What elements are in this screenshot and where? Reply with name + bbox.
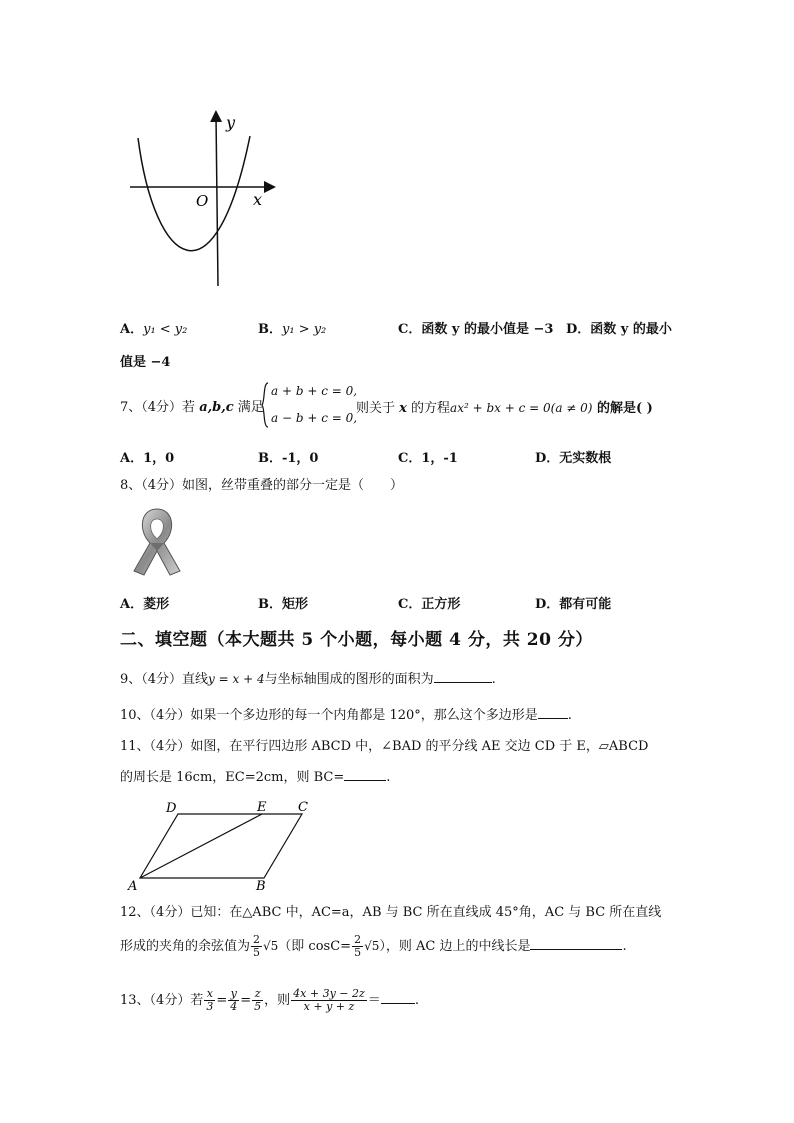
q6-option-a	[120, 318, 187, 337]
q13-frac-x: $\frac{x}{3}$	[206, 987, 214, 1013]
q10-end: .	[567, 708, 572, 723]
q7-vars: a,b,c	[199, 400, 234, 415]
q6-option-b-text: y₁ > y₂	[282, 322, 327, 337]
q12-root-2: √5	[364, 939, 380, 953]
parallelogram-figure	[126, 796, 326, 894]
q13-prefix: 13、（4分）若	[120, 993, 204, 1008]
label-A: A	[128, 879, 138, 894]
q6-option-d-text: 函数 y 的最小	[590, 322, 672, 337]
q6-option-c-label: C．	[398, 322, 422, 337]
q11-line-2	[120, 768, 390, 787]
q11-answer-blank[interactable]	[344, 768, 386, 781]
q7-option-c: C．1，-1	[398, 451, 458, 466]
q12-answer-blank[interactable]	[530, 937, 622, 950]
q6-option-b	[258, 318, 326, 337]
q7-satisfy: 满足	[233, 400, 264, 415]
q6-option-a-text: y₁ < y₂	[143, 322, 188, 337]
q7-number: 7、（4分）若	[120, 400, 200, 415]
q9-line: y = x + 4	[208, 672, 265, 686]
ribbon-image	[128, 505, 186, 577]
q7-equation-text: 的方程	[406, 401, 451, 416]
q8-option-d: D．都有可能	[535, 597, 612, 612]
q12-line-1: 12、（4分）已知：在△ABC 中，AC=a，AB 与 BC 所在直线成 45°角，AC 与 BC 所在直线	[120, 905, 662, 920]
q9-prefix: 9、（4分）直线	[120, 672, 209, 687]
q11-line-2-text: 的周长是 16cm，EC=2cm，则 BC=	[120, 770, 345, 785]
q12-root: √5	[263, 939, 279, 953]
q12-line-2-c: ），则 AC 边上的中线长是	[379, 939, 531, 954]
q7-system-brace	[261, 382, 269, 428]
q9-stem	[120, 670, 496, 689]
q9-suffix: 与坐标轴围成的图形的面积为	[264, 672, 434, 687]
q6-option-d-label: D．	[566, 322, 591, 337]
q12-line-2	[120, 934, 627, 959]
q13-answer-blank[interactable]	[381, 991, 415, 1004]
q13-frac-z: $\frac{z}{5}$	[254, 987, 262, 1013]
q12-line-2-b: （即 cosC=	[278, 939, 352, 954]
q8-option-c: C．正方形	[398, 597, 461, 612]
q6-option-c-text: 函数 y 的最小值是 −3	[421, 322, 554, 337]
q13-big-fraction: $\frac{4x + 3y - 2z}{x + y + z}$	[293, 987, 365, 1013]
q7-equation: ax² + bx + c = 0(a ≠ 0)	[450, 401, 593, 415]
q13-frac-y: $\frac{y}{4}$	[230, 987, 238, 1013]
q8-option-a: A．菱形	[120, 597, 170, 612]
q7-option-b: B．-1，0	[258, 451, 319, 466]
q7-then: 则关于	[356, 401, 400, 416]
parabola-curve	[138, 136, 250, 251]
q10-text: 10、（4分）如果一个多边形的每一个内角都是 120°，那么这个多边形是	[120, 708, 538, 723]
q13-mid: ，则	[264, 993, 291, 1008]
label-D: D	[166, 801, 177, 816]
x-axis-label: x	[253, 190, 263, 209]
q7-stem	[120, 399, 264, 417]
q7-option-a: A．1，0	[120, 451, 175, 466]
q7-option-d: D．无实数根	[535, 451, 612, 466]
y-axis-label: y	[226, 113, 236, 132]
q13-stem: 13、（4分）若 $\frac{x}{3}$ = $\frac{y}{4}$ = $\frac{z}{5}$ ，则 $\frac{4x + 3y - 2z}{x + y + z}$ ＝ .	[120, 987, 419, 1013]
parabola-graph	[120, 108, 280, 293]
q7-x: x	[399, 401, 407, 416]
q8-option-b: B．矩形	[258, 597, 308, 612]
section-2-heading: 二、填空题（本大题共 5 个小题，每小题 4 分，共 20 分）	[120, 630, 593, 650]
q9-end: .	[491, 672, 496, 687]
q13-eq: ＝	[367, 993, 381, 1008]
q7-tail: 的解是( )	[592, 401, 653, 416]
label-E: E	[257, 800, 267, 815]
label-C: C	[298, 800, 308, 815]
q12-line-2-a: 形成的夹角的余弦值为	[120, 939, 251, 954]
q6-option-a-label: A．	[120, 322, 144, 337]
q12-fraction: $\frac{2}{5}$	[253, 933, 261, 959]
y-axis	[216, 116, 218, 286]
q7-equation-1: a + b + c = 0,	[271, 384, 358, 398]
q10-answer-blank[interactable]	[538, 706, 568, 719]
q6-option-c	[398, 318, 553, 337]
q9-answer-blank[interactable]	[434, 670, 492, 683]
q12-fraction-2: $\frac{2}{5}$	[354, 933, 362, 959]
q13-end: .	[414, 993, 419, 1008]
q6-option-d	[566, 318, 672, 337]
q11-end: .	[386, 770, 391, 785]
label-B: B	[256, 879, 266, 894]
q7-stem-tail	[356, 399, 653, 418]
q6-option-d-continued: 值是 −4	[120, 355, 171, 370]
q12-end: .	[622, 939, 627, 954]
origin-label: O	[196, 192, 209, 210]
q7-equation-2: a − b + c = 0,	[271, 411, 358, 425]
q10-stem	[120, 706, 572, 725]
q8-stem: 8、（4分）如图，丝带重叠的部分一定是（ ）	[120, 478, 404, 493]
q6-option-b-label: B．	[258, 322, 282, 337]
q11-line-1: 11、（4分）如图，在平行四边形 ABCD 中，∠BAD 的平分线 AE 交边 CD 于 E，▱ABCD	[120, 739, 649, 754]
